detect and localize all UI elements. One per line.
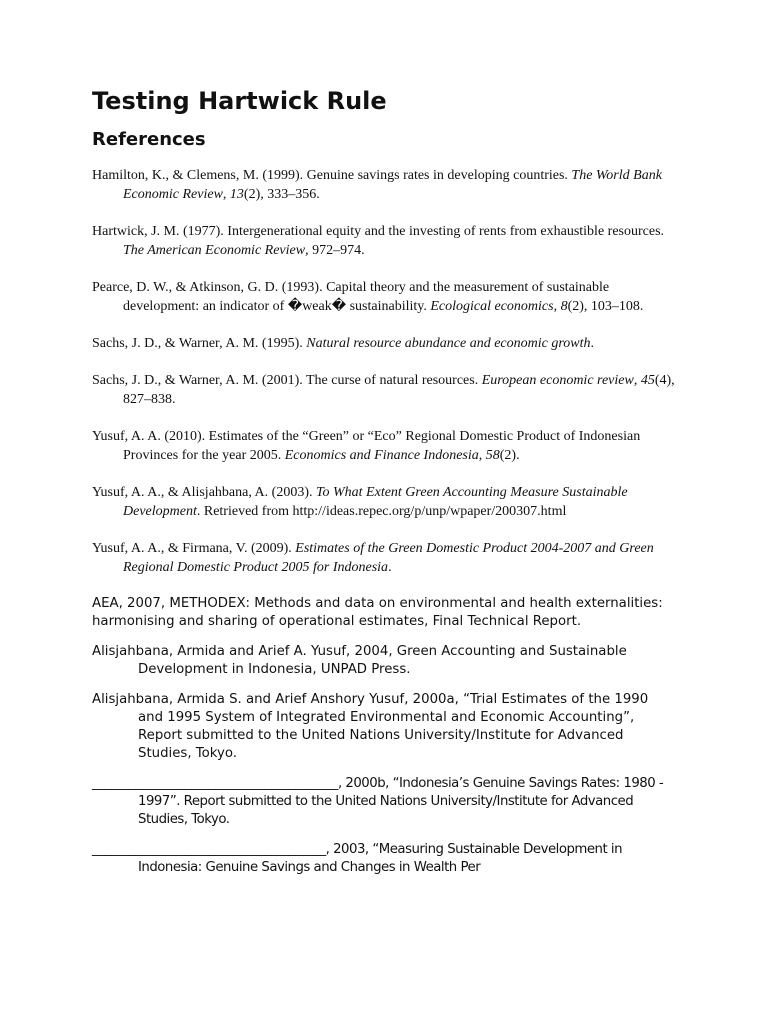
- reference-entry: Sachs, J. D., & Warner, A. M. (1995). Natural resource abundance and economic growth.: [92, 336, 595, 351]
- reference-entry: ________________________________________, 2000b, “Indonesia’s Genuine Savings Rates: 1980 - 1997”. Report submitted to the United Nations University/Institute for Advanced Studies, Tokyo.: [92, 776, 664, 827]
- reference-entry: AEA, 2007, METHODEX: Methods and data on environmental and health externalities: harmonising and sharing of operational estimates, Final Technical Report.: [92, 596, 663, 629]
- reference-entry: Alisjahbana, Armida and Arief A. Yusuf, 2004, Green Accounting and Sustainable Development in Indonesia, UNPAD Press.: [92, 644, 627, 677]
- reference-url[interactable]: http://ideas.repec.org/p/unp/wpaper/200307.html: [292, 504, 567, 519]
- reference-entry: Alisjahbana, Armida S. and Arief Anshory Yusuf, 2000a, “Trial Estimates of the 1990 and 1995 System of Integrated Environmental and Economic Accounting”, Report submitted to the United Nations University/Institute for Advanced Studies, Tokyo.: [92, 692, 649, 761]
- reference-list-apa: [92, 166, 676, 577]
- reference-entry: Sachs, J. D., & Warner, A. M. (2001). The curse of natural resources. European economic review, 45(4), 827–838.: [92, 373, 675, 407]
- reference-entry: Yusuf, A. A., & Alisjahbana, A. (2003). To What Extent Green Accounting Measure Sustainable Development. Retrieved from http://ideas.repec.org/p/unp/wpaper/200307.html: [92, 485, 628, 519]
- reference-entry: Hamilton, K., & Clemens, M. (1999). Genuine savings rates in developing countries. The World Bank Economic Review, 13(2), 333–356.: [92, 168, 662, 202]
- reference-entry: ______________________________________, 2003, “Measuring Sustainable Development in Indonesia: Genuine Savings and Changes in Wealth Per: [92, 842, 623, 875]
- reference-list-legacy: [92, 595, 676, 877]
- reference-entry: Pearce, D. W., & Atkinson, G. D. (1993). Capital theory and the measurement of sustainable development: an indicator of �weak� sustainability. Ecological economics, 8(2), 103–108.: [92, 280, 644, 314]
- reference-entry: Hartwick, J. M. (1977). Intergenerational equity and the investing of rents from exhaustible resources. The American Economic Review, 972–974.: [92, 224, 665, 258]
- reference-entry: Yusuf, A. A., & Firmana, V. (2009). Estimates of the Green Domestic Product 2004-2007 and Green Regional Domestic Product 2005 for Indonesia.: [92, 541, 654, 575]
- section-heading: References: [92, 129, 206, 150]
- document-title: Testing Hartwick Rule: [92, 87, 387, 115]
- reference-entry: Yusuf, A. A. (2010). Estimates of the “Green” or “Eco” Regional Domestic Product of Indonesian Provinces for the year 2005. Economics and Finance Indonesia, 58(2).: [92, 429, 641, 463]
